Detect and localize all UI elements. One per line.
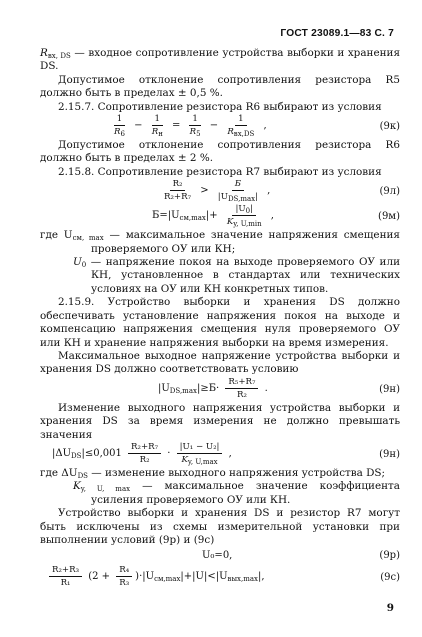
paragraph-exclusion: Устройство выборки и хранения DS и резистор R7 могут быть исключены из схемы измерительной установки при выполнении условий (9р) и (9с) xyxy=(40,507,400,546)
equation-9m: $Б=|U_{см,max}|+$ $\frac{|U_0|}{K_{y, U,min}}$ , (9м) xyxy=(152,204,400,229)
equation-9n-first: $|U_{DS,max}|\ge Б\cdot$ $\frac{\text{R₅+R₇}}{\text{R₂}}$ . (9н) xyxy=(158,376,400,400)
equation-9s: $\frac{\text{R₂+R₃}}{\text{R₁}}$ (2 + $\frac{\text{R₄}}{\text{R₃}}$ )$\cdot|U_{см,max}|+|U|<|U_{вых,max}|$, (9с) xyxy=(40,565,400,590)
paragraph-2-15-8: 2.15.8. Сопротивление резистора R7 выбирают из условия xyxy=(58,165,382,178)
page-number: 9 xyxy=(386,602,394,614)
definition-delta-u: где $\Delta U_{DS}$ — изменение выходного напряжения устройства DS; xyxy=(40,466,386,480)
paragraph-output-change: Изменение выходного напряжения устройства выборки и хранения DS за время измерения не должно превышать значения xyxy=(40,401,400,441)
paragraph-max-output: Максимальное выходное напряжение устройства выборки и хранения DS должно соответствовать условию xyxy=(40,349,400,376)
content xyxy=(40,47,400,590)
equation-number-9s: (9с) xyxy=(380,572,400,584)
equation-9n-second: $|\Delta U_{DS}|\le 0,001$ $\frac{\text{R₂+R₇}}{\text{R₂}}$ · $\frac{\text{|U₁ − U₂|}}{K_{y, U,max}}$ , (9н) xyxy=(52,441,400,466)
equation-number-9n-second: (9н) xyxy=(379,448,400,460)
paragraph-r5-tolerance: Допустимое отклонение сопротивления резистора R5 должно быть в пределах ± 0,5 %. xyxy=(40,73,400,100)
equation-9r: U₀=0, (9р) xyxy=(202,550,400,562)
equation-number-9n-first: (9н) xyxy=(379,383,400,395)
definition-u0: $U_0$ — напряжение покоя на выходе проверяемого ОУ или КН, установленное в стандартах или технических условиях на ОУ или КН конкретных типов. xyxy=(73,256,400,295)
equation-number-9m: (9м) xyxy=(378,211,400,223)
paragraph-2-15-7: 2.15.7. Сопротивление резистора R6 выбирают из условия xyxy=(58,100,382,113)
definition-u-offset: где $U_{см, max}$ — максимальное значение напряжения смещения проверяемого ОУ или КН; xyxy=(40,229,400,255)
equation-9k: $\frac{1}{R_6}$ − $\frac{1}{R_н}$ = $\frac{1}{R_5}$ − $\frac{1}{R_{вх,DS}}$ , (9к) xyxy=(114,114,400,139)
equation-9l: $\frac{\text{R₂}}{\text{R₂+R₇}}$ > $\frac{Б}{|U_{DS,max}|}$ , (9л) xyxy=(164,179,400,204)
paragraph-r6-tolerance: Допустимое отклонение сопротивления резистора R6 должно быть в пределах ± 2 %. xyxy=(40,139,400,165)
equation-number-9l: (9л) xyxy=(379,186,400,198)
equation-number-9k: (9к) xyxy=(379,121,400,133)
equation-number-9r: (9р) xyxy=(379,550,400,562)
paragraph-2-15-9: 2.15.9. Устройство выборки и хранения DS должно обеспечивать установление напряжения покоя на выходе и компенсацию напряжения смещения нуля проверяемого ОУ или КН и хранение напряжения выборки на время измерения. xyxy=(40,296,400,349)
page-header: ГОСТ 23089.1—83 С. 7 xyxy=(280,28,394,39)
definition-k-gain: $K_{y, U, max}$ — максимальное значение коэффициента усиления проверяемого ОУ или КН. xyxy=(73,480,400,506)
paragraph-rin-definition: $R_{вх, DS}$ — входное сопротивление устройства выборки и хранения DS. xyxy=(40,47,401,73)
